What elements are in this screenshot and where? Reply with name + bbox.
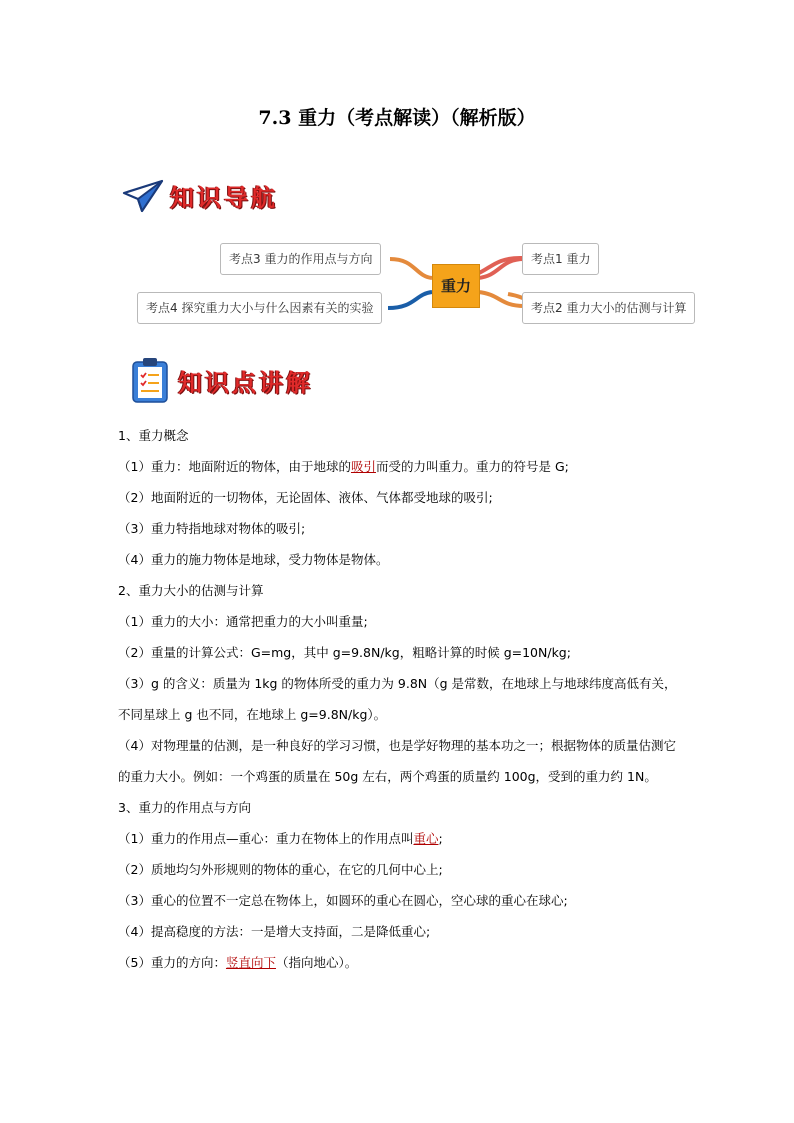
list-item: （2）质地均匀外形规则的物体的重心，在它的几何中心上;: [118, 862, 443, 877]
list-item: （4）对物理量的估测，是一种良好的学习习惯，也是学好物理的基本功之一；根据物体的质量估测它的重力大小。例如：一个鸡蛋的质量在 50g 左右，两个鸡蛋的质量约 100g，受到的重力约 1N。: [118, 738, 676, 784]
highlight-term: 竖直向下: [225, 955, 276, 970]
list-item: （3）重心的位置不一定总在物体上，如圆环的重心在圆心，空心球的重心在球心;: [118, 893, 568, 908]
list-item: （1）重力的作用点—重心：重力在物体上的作用点叫重心;: [118, 831, 443, 846]
list-item: （3）g 的含义：质量为 1kg 的物体所受的重力为 9.8N（g 是常数，在地球上与地球纬度高低有关，不同星球上 g 也不同，在地球上 g=9.8N/kg）。: [118, 676, 677, 722]
list-item: （2）地面附近的一切物体，无论固体、液体、气体都受地球的吸引;: [118, 490, 493, 505]
mindmap-node-k3: 考点3 重力的作用点与方向: [220, 243, 381, 275]
mindmap-node-k4: 考点4 探究重力大小与什么因素有关的实验: [137, 292, 382, 324]
list-item: （2）重量的计算公式：G=mg，其中 g=9.8N/kg，粗略计算的时候 g=10N/kg;: [118, 645, 571, 660]
section-heading: 2、重力大小的估测与计算: [118, 583, 264, 598]
list-item: （1）重力：地面附近的物体，由于地球的吸引而受的力叫重力。重力的符号是 G;: [118, 459, 569, 474]
highlight-term: 吸引: [350, 459, 376, 474]
knowledge-explain-heading: 知识点讲解: [178, 367, 313, 397]
mindmap-node-k2: 考点2 重力大小的估测与计算: [522, 292, 695, 324]
mindmap-center-node: 重力: [432, 264, 480, 308]
list-item: （5）重力的方向：竖直向下（指向地心）。: [118, 955, 358, 970]
section-heading: 3、重力的作用点与方向: [118, 800, 251, 815]
list-item: （4）重力的施力物体是地球，受力物体是物体。: [118, 552, 389, 567]
knowledge-nav-heading: 知识导航: [170, 183, 278, 212]
knowledge-explain-banner: [130, 356, 313, 404]
list-item: （3）重力特指地球对物体的吸引;: [118, 521, 306, 536]
section-heading: 1、重力概念: [118, 428, 189, 443]
mind-map: [130, 236, 710, 336]
list-item: （4）提高稳度的方法：一是增大支持面，二是降低重心;: [118, 924, 431, 939]
section-2: [118, 575, 688, 792]
mindmap-node-k1: 考点1 重力: [522, 243, 599, 275]
highlight-term: 重心: [413, 831, 439, 846]
paper-plane-icon: [122, 179, 164, 213]
list-item: （1）重力的大小：通常把重力的大小叫重量;: [118, 614, 368, 629]
content-body: [118, 420, 688, 978]
clipboard-checklist-icon: [130, 356, 170, 404]
page-title: 7.3 重力（考点解读）（解析版）: [258, 107, 536, 129]
section-1: [118, 420, 688, 575]
knowledge-nav-banner: [122, 178, 278, 213]
section-3: [118, 792, 688, 978]
